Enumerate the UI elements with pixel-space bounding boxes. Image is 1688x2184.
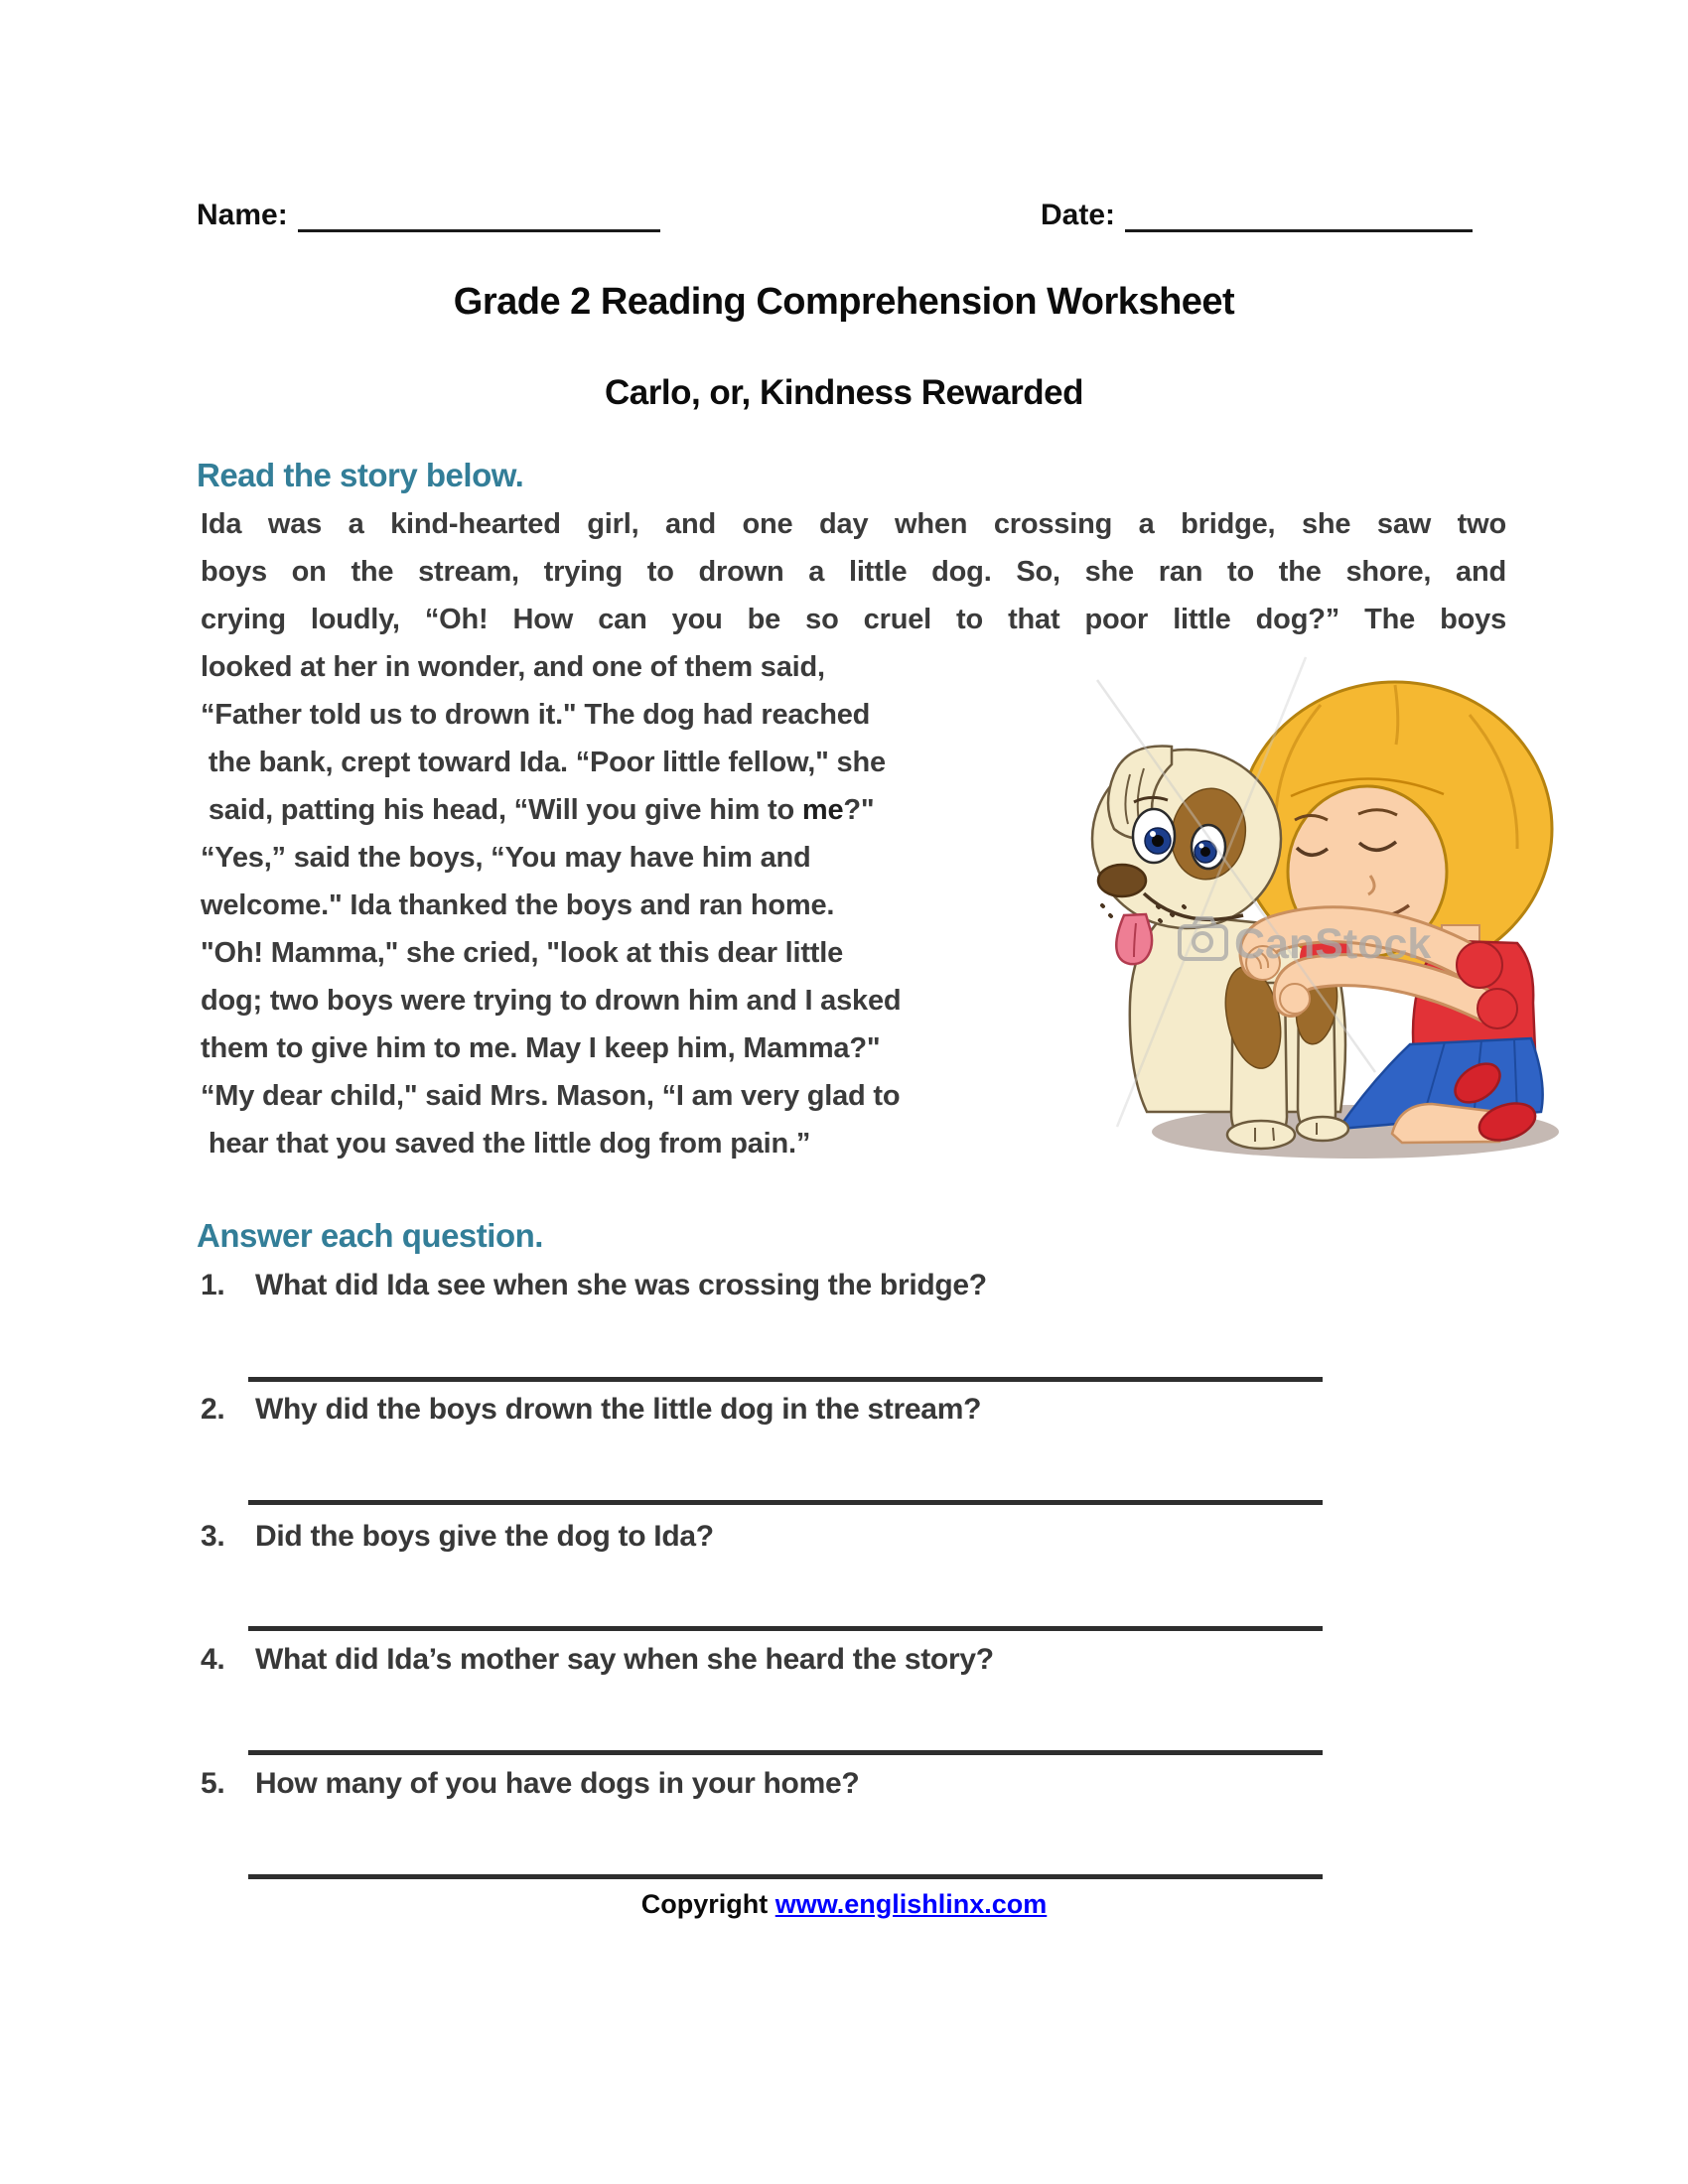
question-text: What did Ida see when she was crossing the bridge? bbox=[255, 1269, 987, 1301]
page-title: Grade 2 Reading Comprehension Worksheet bbox=[453, 281, 1235, 323]
question-number: 4. bbox=[201, 1643, 225, 1676]
copyright-notice bbox=[0, 1889, 1688, 1920]
story-line: said, patting his head, “Will you give him to me?" bbox=[201, 794, 875, 826]
story-line: Ida was a kind-hearted girl, and one day when crossing a bridge, she saw two bbox=[201, 508, 1506, 540]
story-line: “Yes,” said the boys, “You may have him and bbox=[201, 842, 811, 874]
answer-line-2 bbox=[248, 1500, 1323, 1505]
question-5 bbox=[201, 1767, 859, 1801]
dog-eye-glint bbox=[1199, 844, 1204, 849]
story-line: "Oh! Mamma," she cried, "look at this dear little bbox=[201, 937, 844, 969]
date-label: Date: bbox=[1041, 199, 1116, 231]
story-line: crying loudly, “Oh! How can you be so cruel to that poor little dog?” The boys bbox=[201, 604, 1506, 635]
answer-line-1 bbox=[248, 1377, 1323, 1382]
girl-sleeve bbox=[1477, 989, 1517, 1028]
question-number: 5. bbox=[201, 1767, 225, 1800]
question-text: Why did the boys drown the little dog in the stream? bbox=[255, 1393, 982, 1426]
question-text: How many of you have dogs in your home? bbox=[255, 1767, 860, 1800]
story-line: boys on the stream, trying to drown a little dog. So, she ran to the shore, and bbox=[201, 556, 1506, 588]
question-3 bbox=[201, 1520, 714, 1554]
name-blank-line bbox=[298, 200, 660, 232]
question-4 bbox=[201, 1643, 994, 1677]
story-line: “My dear child," said Mrs. Mason, “I am very glad to bbox=[201, 1080, 901, 1112]
date-field bbox=[1041, 199, 1473, 232]
girl-hand bbox=[1280, 984, 1310, 1014]
question-number: 2. bbox=[201, 1393, 225, 1426]
answer-instruction: Answer each question. bbox=[197, 1217, 543, 1254]
name-label: Name: bbox=[197, 199, 288, 231]
question-1 bbox=[201, 1269, 987, 1302]
dog-paw bbox=[1227, 1121, 1295, 1149]
dog-paw bbox=[1297, 1117, 1348, 1141]
read-instruction: Read the story below. bbox=[197, 457, 524, 493]
story-line: “Father told us to drown it." The dog had reached bbox=[201, 699, 871, 731]
question-2 bbox=[201, 1393, 981, 1427]
dog-eye-glint bbox=[1150, 831, 1156, 837]
dog-pupil-center bbox=[1200, 847, 1210, 857]
girl-hugging-dog-illustration bbox=[1072, 645, 1559, 1171]
story-line: them to give him to me. May I keep him, Mamma?" bbox=[201, 1032, 881, 1064]
story-line: hear that you saved the little dog from pain.” bbox=[201, 1128, 811, 1160]
answer-line-4 bbox=[248, 1750, 1323, 1755]
englishlinx-link[interactable]: www.englishlinx.com bbox=[774, 1889, 1048, 1919]
copyright-label: Copyright bbox=[640, 1889, 769, 1919]
name-field bbox=[197, 199, 660, 232]
date-blank-line bbox=[1125, 200, 1473, 232]
question-number: 1. bbox=[201, 1269, 225, 1301]
question-text: Did the boys give the dog to Ida? bbox=[255, 1520, 714, 1553]
girl-sleeve bbox=[1457, 942, 1502, 988]
story-title: Carlo, or, Kindness Rewarded bbox=[605, 373, 1083, 412]
story-line: the bank, crept toward Ida. “Poor little fellow," she bbox=[201, 747, 886, 778]
story-line: dog; two boys were trying to drown him and I asked bbox=[201, 985, 902, 1017]
dog-nose bbox=[1098, 865, 1146, 896]
watermark-text: CanStock bbox=[1234, 920, 1432, 968]
story-line: looked at her in wonder, and one of them said, bbox=[201, 651, 825, 683]
answer-line-5 bbox=[248, 1874, 1323, 1879]
answer-line-3 bbox=[248, 1626, 1323, 1631]
story-line: welcome." Ida thanked the boys and ran home. bbox=[201, 889, 835, 921]
question-text: What did Ida’s mother say when she heard the story? bbox=[255, 1643, 994, 1676]
question-number: 3. bbox=[201, 1520, 225, 1553]
